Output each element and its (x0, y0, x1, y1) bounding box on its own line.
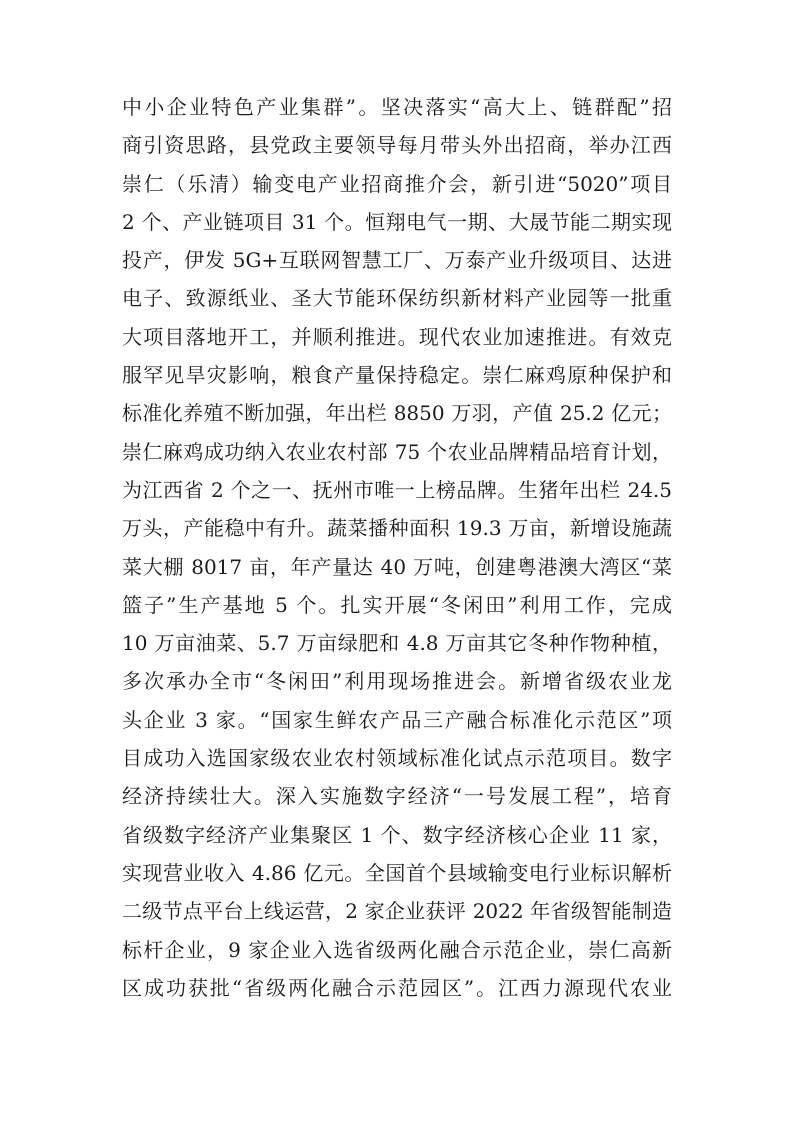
text-line: 电子、致源纸业、圣大节能环保纺织新材料产业园等一批重 (122, 286, 672, 311)
body-paragraph (122, 88, 672, 1007)
text-line: 崇仁（乐清）输变电产业招商推介会，新引进“5020”项目 (122, 171, 672, 196)
text-line: 2 个、产业链项目 31 个。恒翔电气一期、大晟节能二期实现 (122, 209, 672, 234)
text-line: 实现营业收入 4.86 亿元。全国首个县域输变电行业标识解析 (122, 860, 672, 885)
text-line: 标杆企业，9 家企业入选省级两化融合示范企业，崇仁高新 (122, 937, 672, 962)
text-line: 中小企业特色产业集群”。坚决落实“高大上、链群配”招 (122, 95, 672, 119)
text-line: 万头，产能稳中有升。蔬菜播种面积 19.3 万亩，新增设施蔬 (122, 516, 672, 541)
text-line: 商引资思路，县党政主要领导每月带头外出招商，举办江西 (122, 133, 672, 158)
text-line: 经济持续壮大。深入实施数字经济“一号发展工程”，培育 (122, 784, 672, 809)
text-line: 10 万亩油菜、5.7 万亩绿肥和 4.8 万亩其它冬种作物种植， (122, 631, 672, 656)
text-line: 二级节点平台上线运营，2 家企业获评 2022 年省级智能制造 (122, 899, 672, 924)
text-line: 目成功入选国家级农业农村领域标准化试点示范项目。数字 (122, 746, 672, 771)
text-line: 区成功获批“省级两化融合示范园区”。江西力源现代农业 (122, 975, 672, 1000)
text-line: 篮子”生产基地 5 个。扎实开展“冬闲田”利用工作，完成 (122, 592, 672, 617)
text-line: 头企业 3 家。“国家生鲜农产品三产融合标准化示范区”项 (122, 707, 672, 732)
text-line: 标准化养殖不断加强，年出栏 8850 万羽，产值 25.2 亿元； (122, 401, 672, 426)
text-line: 省级数字经济产业集聚区 1 个、数字经济核心企业 11 家， (122, 822, 672, 847)
text-line: 大项目落地开工，并顺利推进。现代农业加速推进。有效克 (122, 324, 672, 349)
text-line: 多次承办全市“冬闲田”利用现场推进会。新增省级农业龙 (122, 669, 672, 694)
text-line: 崇仁麻鸡成功纳入农业农村部 75 个农业品牌精品培育计划， (122, 439, 672, 464)
text-line: 服罕见旱灾影响，粮食产量保持稳定。崇仁麻鸡原种保护和 (122, 363, 672, 388)
text-line: 菜大棚 8017 亩，年产量达 40 万吨，创建粤港澳大湾区“菜 (122, 554, 672, 579)
text-line: 为江西省 2 个之一、抚州市唯一上榜品牌。生猪年出栏 24.5 (122, 477, 672, 502)
text-line: 投产，伊发 5G+互联网智慧工厂、万泰产业升级项目、达进 (122, 248, 672, 273)
